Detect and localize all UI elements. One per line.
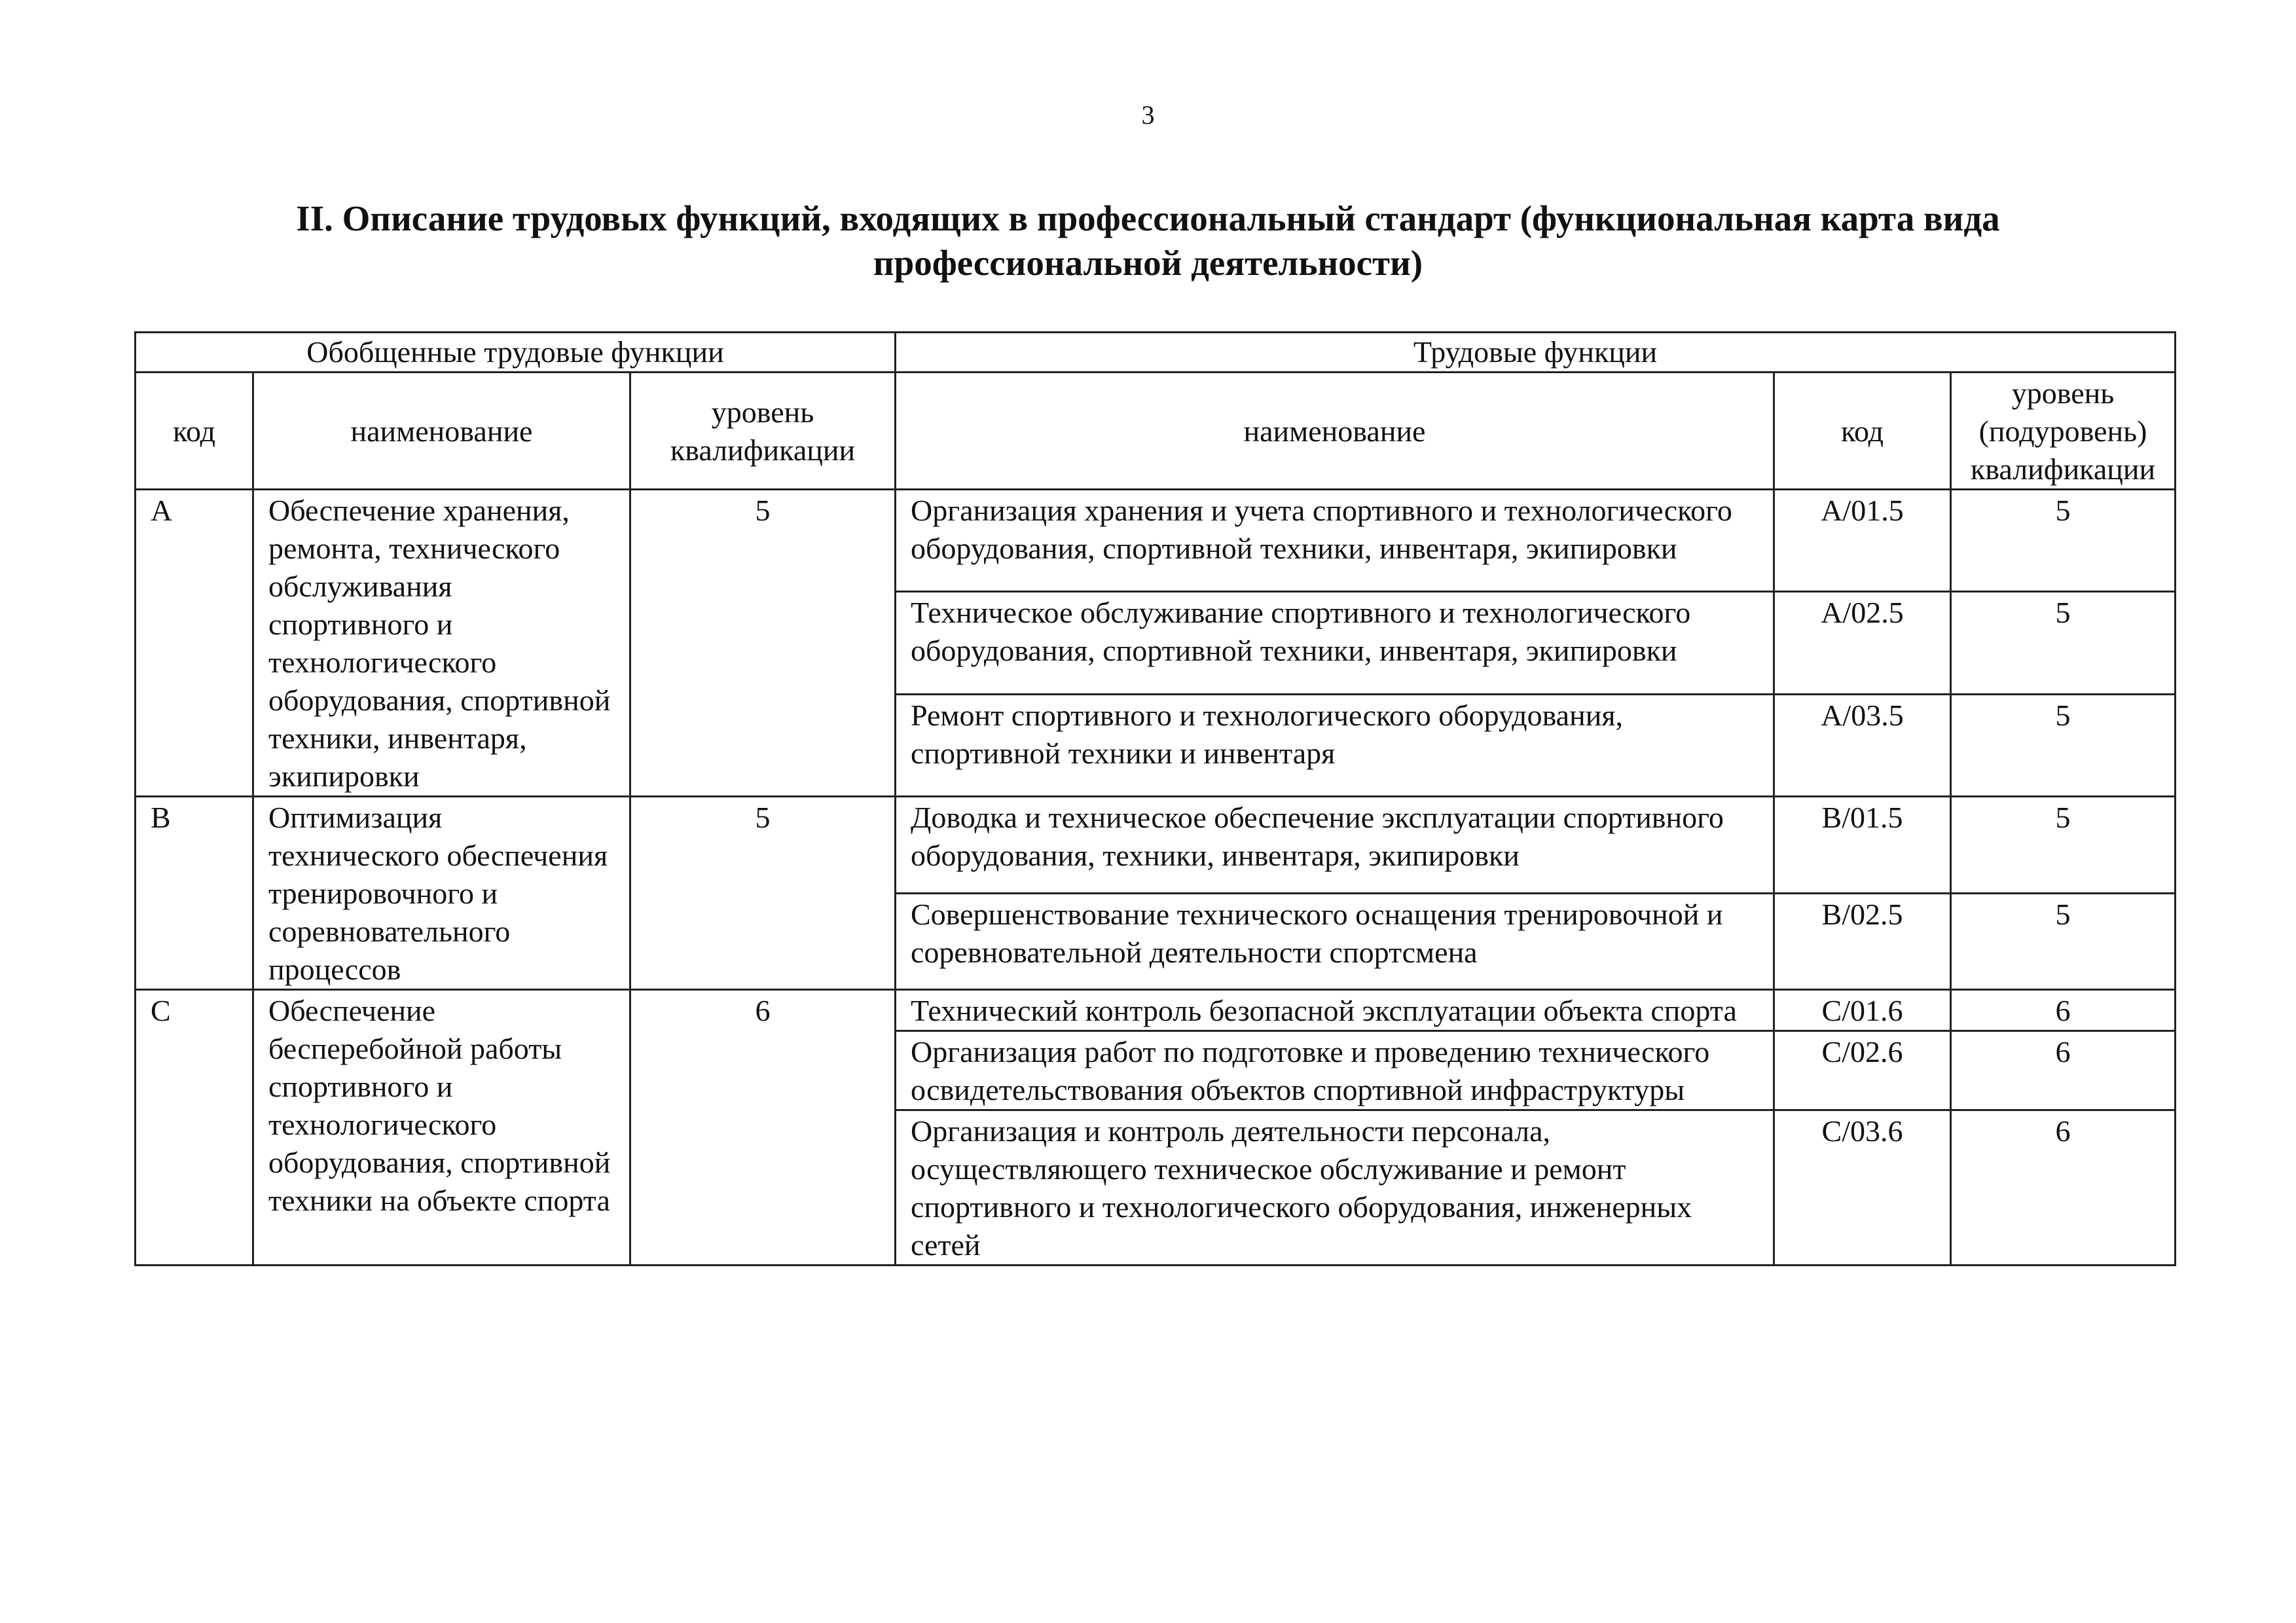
func-code-cell: C/03.6 xyxy=(1774,1110,1951,1266)
func-level-cell: 6 xyxy=(1951,990,2176,1031)
func-code-cell: A/02.5 xyxy=(1774,592,1951,694)
table-row xyxy=(136,990,2176,1031)
func-level-cell: 6 xyxy=(1951,1110,2176,1266)
func-name-cell: Технический контроль безопасной эксплуатации объекта спорта xyxy=(896,990,1774,1031)
func-level-cell: 5 xyxy=(1951,490,2176,592)
func-level-cell: 5 xyxy=(1951,694,2176,796)
gen-code-cell: B xyxy=(136,797,253,990)
gen-name-cell: Оптимизация технического обеспечения тренировочного и соревновательного процессов xyxy=(253,797,630,990)
func-name-cell: Организация и контроль деятельности персонала, осуществляющего техническое обслуживание и ремонт спортивного и технологического оборудования, инженерных сетей xyxy=(896,1110,1774,1266)
func-code-cell: B/02.5 xyxy=(1774,893,1951,990)
func-name-cell: Ремонт спортивного и технологического оборудования, спортивной техники и инвентаря xyxy=(896,694,1774,796)
func-code-cell: A/01.5 xyxy=(1774,490,1951,592)
func-name-cell: Организация работ по подготовке и проведению технического освидетельствования объектов спортивной инфраструктуры xyxy=(896,1031,1774,1110)
func-name-cell: Совершенствование технического оснащения тренировочной и соревновательной деятельности спортсмена xyxy=(896,893,1774,990)
func-code-cell: A/03.5 xyxy=(1774,694,1951,796)
gen-name-cell: Обеспечение хранения, ремонта, технического обслуживания спортивного и технологического оборудования, спортивной техники, инвентаря, экипировки xyxy=(253,490,630,797)
func-level-cell: 5 xyxy=(1951,592,2176,694)
page-number: 3 xyxy=(1141,100,1155,130)
func-code-cell: C/02.6 xyxy=(1774,1031,1951,1110)
func-code-cell: C/01.6 xyxy=(1774,990,1951,1031)
func-level-header: уровень (подуровень) квалификации xyxy=(1951,373,2176,490)
func-name-header: наименование xyxy=(896,373,1774,490)
func-level-cell: 6 xyxy=(1951,1031,2176,1110)
generalized-functions-header: Обобщенные трудовые функции xyxy=(136,333,896,373)
gen-level-header: уровень квалификации xyxy=(630,373,896,490)
func-code-header: код xyxy=(1774,373,1951,490)
table-row xyxy=(136,797,2176,894)
table-row xyxy=(136,490,2176,592)
gen-level-cell: 5 xyxy=(630,797,896,990)
gen-code-header: код xyxy=(136,373,253,490)
labor-functions-header: Трудовые функции xyxy=(896,333,2176,373)
func-level-cell: 5 xyxy=(1951,893,2176,990)
gen-level-cell: 6 xyxy=(630,990,896,1266)
functional-map-table xyxy=(134,331,2176,1266)
section-title: II. Описание трудовых функций, входящих в профессиональный стандарт (функциональная карта вида профессиональной деятельности) xyxy=(296,198,2000,283)
func-code-cell: B/01.5 xyxy=(1774,797,1951,894)
group-header-row xyxy=(136,333,2176,373)
gen-name-header: наименование xyxy=(253,373,630,490)
func-name-cell: Техническое обслуживание спортивного и технологического оборудования, спортивной техники, инвентаря, экипировки xyxy=(896,592,1774,694)
gen-name-cell: Обеспечение бесперебойной работы спортивного и технологического оборудования, спортивной техники на объекте спорта xyxy=(253,990,630,1266)
func-name-cell: Доводка и техническое обеспечение эксплуатации спортивного оборудования, техники, инвентаря, экипировки xyxy=(896,797,1774,894)
column-header-row xyxy=(136,373,2176,490)
gen-code-cell: A xyxy=(136,490,253,797)
func-level-cell: 5 xyxy=(1951,797,2176,894)
func-name-cell: Организация хранения и учета спортивного и технологического оборудования, спортивной техники, инвентаря, экипировки xyxy=(896,490,1774,592)
gen-code-cell: C xyxy=(136,990,253,1266)
gen-level-cell: 5 xyxy=(630,490,896,797)
